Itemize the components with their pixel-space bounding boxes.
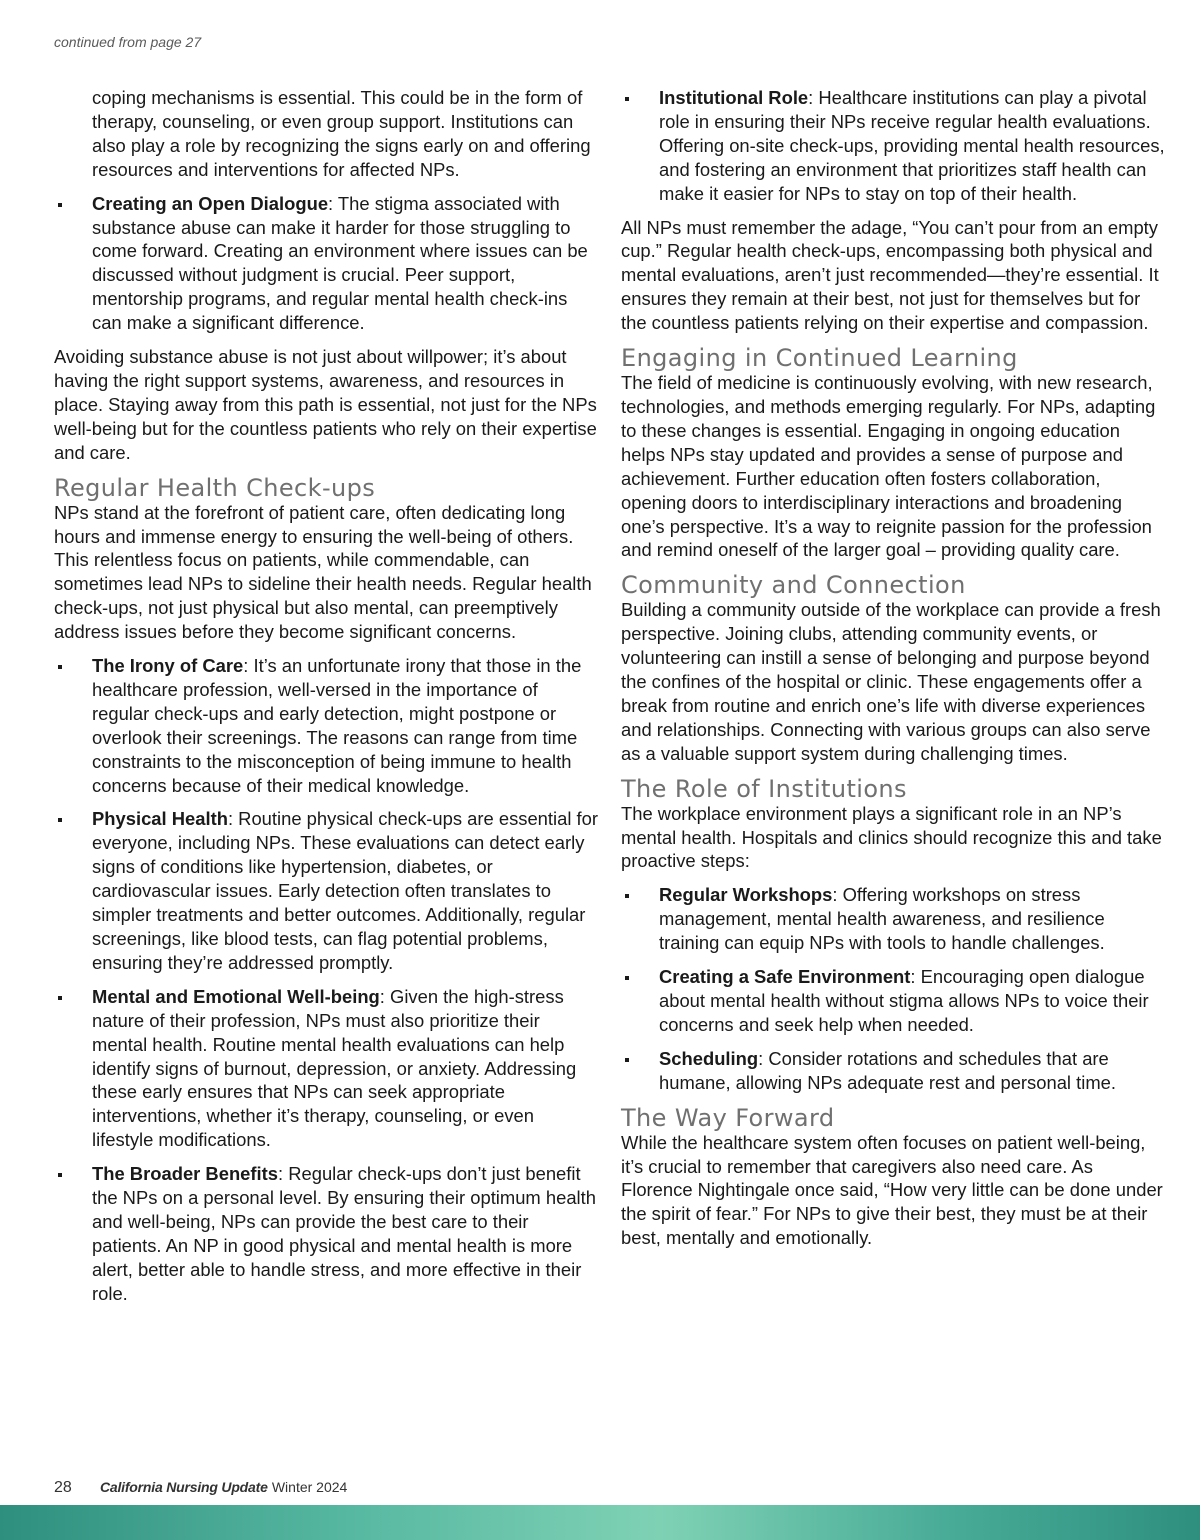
paragraph-forward: While the healthcare system often focuses on patient well-being, it’s crucial to remember that caregivers also need care. As Florence Nightingale once said, “How very little can be done under the spirit of fear.” For NPs to give their best, they must be at their best, mentally and emotionally. (621, 1131, 1163, 1249)
heading-institutions: The Role of Institutions (621, 774, 907, 803)
bullet-term: Creating a Safe Environment (659, 966, 911, 988)
issue-label: Winter 2024 (271, 1479, 348, 1495)
bullet-text: : It’s an unfortunate irony that those in the healthcare profession, well-versed in the importance of regular check-ups and early detection, might postpone or overlook their screenings. The reasons can range from time constraints to the misconception of being immune to health concerns because of their medical knowledge. (92, 655, 582, 796)
list-item-mental-health (54, 985, 599, 1152)
list-item-broader-benefits (54, 1162, 599, 1305)
paragraph-avoiding: Avoiding substance abuse is not just about willpower; it’s about having the right support systems, awareness, and resources in place. Staying away from this path is essential, not just for the NPs well-being but for the countless patients who rely on their expertise and care. (54, 346, 597, 463)
bullet-term: The Irony of Care (92, 655, 244, 677)
bullet-text: : Healthcare institutions can play a pivotal role in ensuring their NPs receive regular health evaluations. Offering on-site check-ups, providing mental health resources, and fostering an environment that prioritizes staff health can make it easier for NPs to stay on top of their health. (659, 87, 1165, 204)
page-number: 28 (54, 1479, 72, 1496)
bullet-text: : Given the high-stress nature of their profession, NPs must also prioritize their mental health. Routine mental health evaluations can help identify signs of burnout, depression, or anxiety. Addressing these early ensures that NPs can seek appropriate interventions, whether it’s therapy, counseling, or even lifestyle modifications. (92, 985, 577, 1151)
bullet-term: Scheduling (659, 1047, 759, 1069)
paragraph-community: Building a community outside of the workplace can provide a fresh perspective. Joining clubs, attending community events, or volunteering can instill a sense of belonging and purpose beyond the confines of the hospital or clinic. These engagements offer a break from routine and enrich one’s life with diverse experiences and relationships. Connecting with various groups can also serve as a valuable support system during challenging times. (621, 599, 1161, 764)
paragraph-learning: The field of medicine is continuously evolving, with new research, technologies, and methods emerging regularly. For NPs, adapting to these changes is essential. Engaging in ongoing education helps NPs stay updated and provides a sense of purpose and achievement. Further education often fosters collaboration, opening doors to interdisciplinary interactions and broadening one’s perspective. It’s a way to reignite passion for the profession and remind oneself of the larger goal – providing quality care. (621, 372, 1156, 561)
publication-title: California Nursing Update (99, 1479, 268, 1495)
footer-color-bar (0, 1505, 1200, 1540)
bullet-term: Mental and Emotional Well-being (92, 985, 380, 1007)
list-item-workshops (621, 883, 1166, 955)
bullet-text: : Consider rotations and schedules that are humane, allowing NPs adequate rest and personal time. (659, 1047, 1116, 1093)
list-item-scheduling (621, 1047, 1166, 1095)
heading-way-forward: The Way Forward (621, 1103, 835, 1132)
bullet-term: Institutional Role (659, 87, 809, 108)
paragraph-checkups: NPs stand at the forefront of patient care, often dedicating long hours and immense energy to ensuring the well-being of others. This relentless focus on patients, while commendable, can sometimes lead NPs to sideline their health needs. Regular health check-ups, not just physical but also mental, can preemptively address issues before they become significant concerns. (54, 501, 592, 643)
bullet-text: : Encouraging open dialogue about mental health without stigma allows NPs to voice their concerns and seek help when needed. (659, 966, 1149, 1035)
bullet-text: : The stigma associated with substance abuse can make it harder for those struggling to come forward. Creating an environment where issues can be discussed without judgment is crucial. Peer support, mentorship programs, and regular mental health check-ins can make a significant difference. (92, 192, 588, 334)
heading-continued-learning: Engaging in Continued Learning (621, 344, 1018, 373)
bullet-term: The Broader Benefits (92, 1163, 278, 1185)
list-item-irony (54, 654, 599, 797)
list-item-safe-environment (621, 965, 1166, 1037)
left-column (54, 86, 599, 1316)
list-item-physical-health (54, 807, 599, 974)
list-item-open-dialogue (54, 192, 599, 335)
heading-health-checkups: Regular Health Check-ups (54, 473, 376, 502)
list-item-institutional-role (621, 86, 1166, 206)
right-column (621, 86, 1166, 1260)
bullet-term: Physical Health (92, 808, 228, 830)
page-footer (54, 1479, 347, 1497)
continued-note: continued from page 27 (54, 34, 202, 50)
bullet-text: : Regular check-ups don’t just benefit the NPs on a personal level. By ensuring their optimum health and well-being, NPs can provide the best care to their patients. An NP in good physical and mental health is more alert, better able to handle stress, and more effective in their role. (92, 1163, 596, 1304)
heading-community: Community and Connection (621, 571, 966, 600)
bullet-text: : Routine physical check-ups are essential for everyone, including NPs. These evaluations can detect early signs of conditions like hypertension, diabetes, or cardiovascular issues. Early detection often translates to simpler treatments and better outcomes. Additionally, regular screenings, like blood tests, can flag potential problems, ensuring they’re addressed promptly. (92, 808, 598, 973)
bullet-term: Creating an Open Dialogue (92, 192, 329, 214)
bullet-term: Regular Workshops (659, 884, 833, 906)
paragraph-institutions: The workplace environment plays a significant role in an NP’s mental health. Hospitals and clinics should recognize this and take proactive steps: (621, 802, 1162, 872)
paragraph-adage: All NPs must remember the adage, “You can’t pour from an empty cup.” Regular health check-ups, encompassing both physical and mental evaluations, aren’t just recommended—they’re essential. It ensures they remain at their best, not just for themselves but for the countless patients relying on their expertise and compassion. (621, 216, 1159, 334)
list-item-continued: coping mechanisms is essential. This could be in the form of therapy, counseling, or even group support. Institutions can also play a role by recognizing the signs early on and offering resources and interventions for affected NPs. (92, 87, 591, 180)
bullet-text: : Offering workshops on stress management, mental health awareness, and resilience training can equip NPs with tools to handle challenges. (659, 884, 1105, 954)
